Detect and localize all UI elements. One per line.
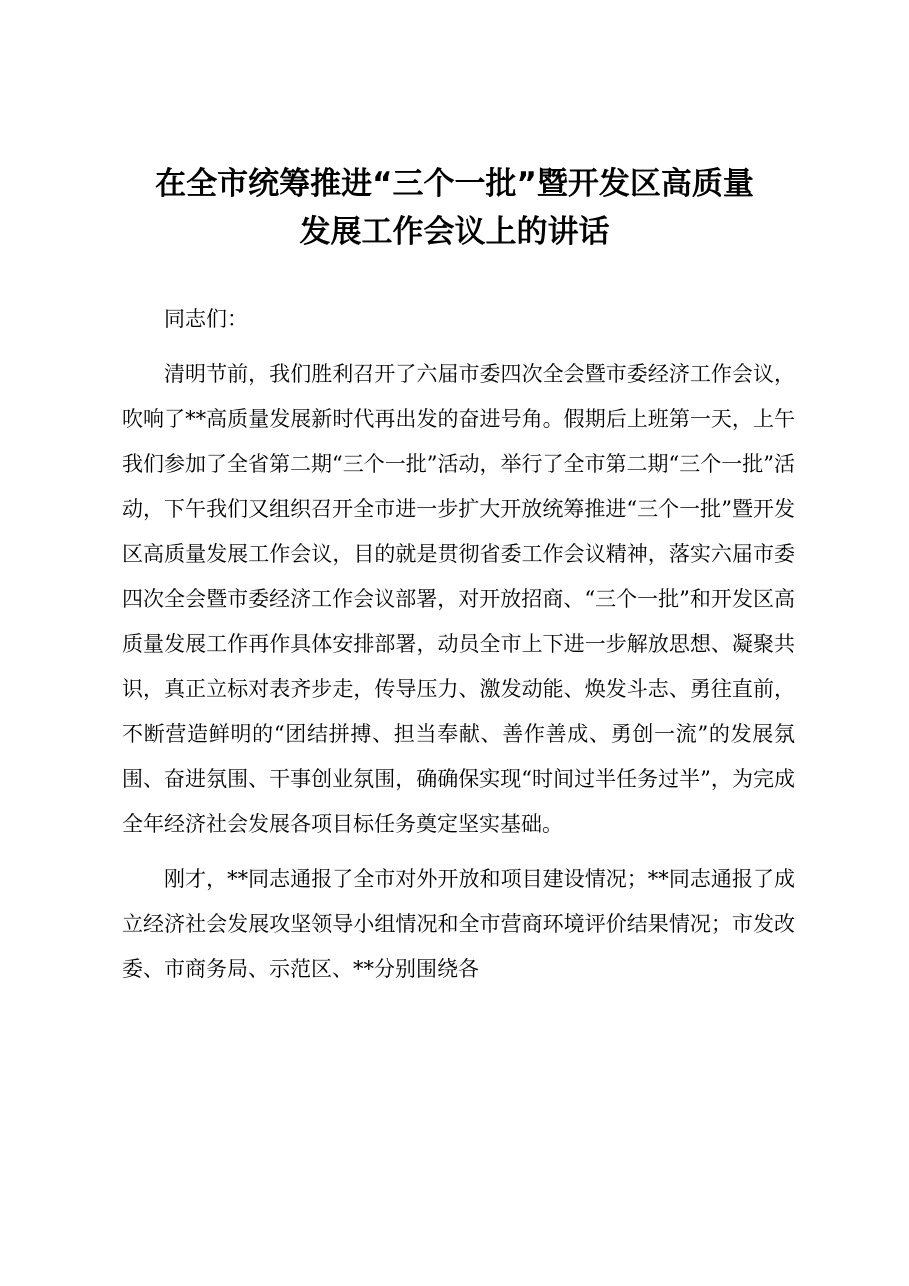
document-body xyxy=(122,297,795,1002)
title-line-1: 在全市统筹推进“三个一批”暨开发区高质量 xyxy=(155,166,754,202)
paragraph: 清明节前，我们胜利召开了六届市委四次全会暨市委经济工作会议，吹响了**高质量发展新时代再出发的奋进号角。假期后上班第一天，上午我们参加了全省第二期“三个一批”活动，举行了全市第二期“三个一批”活动，下午我们又组织召开全市进一步扩大开放统筹推进“三个一批”暨开发区高质量发展工作会议，目的就是贯彻省委工作会议精神，落实六届市委四次全会暨市委经济工作会议部署，对开放招商、“三个一批”和开发区高质量发展工作再作具体安排部署，动员全市上下进一步解放思想、凝聚共识，真正立标对表齐步走，传导压力、激发动能、焕发斗志、勇往直前，不断营造鲜明的“团结拼搏、担当奉献、善作善成、勇创一流”的发展氛围、奋进氛围、干事创业氛围，确确保实现“时间过半任务过半”，为完成全年经济社会发展各项目标任务奠定坚实基础。 xyxy=(122,362,795,836)
title-line-2: 发展工作会议上的讲话 xyxy=(299,214,610,250)
paragraph: 刚才，**同志通报了全市对外开放和项目建设情况；**同志通报了成立经济社会发展攻坚领导小组情况和全市营商环境评价结果情况；市发改委、市商务局、示范区、**分别围绕各 xyxy=(122,867,795,981)
salutation: 同志们： xyxy=(164,307,248,331)
document-title xyxy=(100,160,809,256)
